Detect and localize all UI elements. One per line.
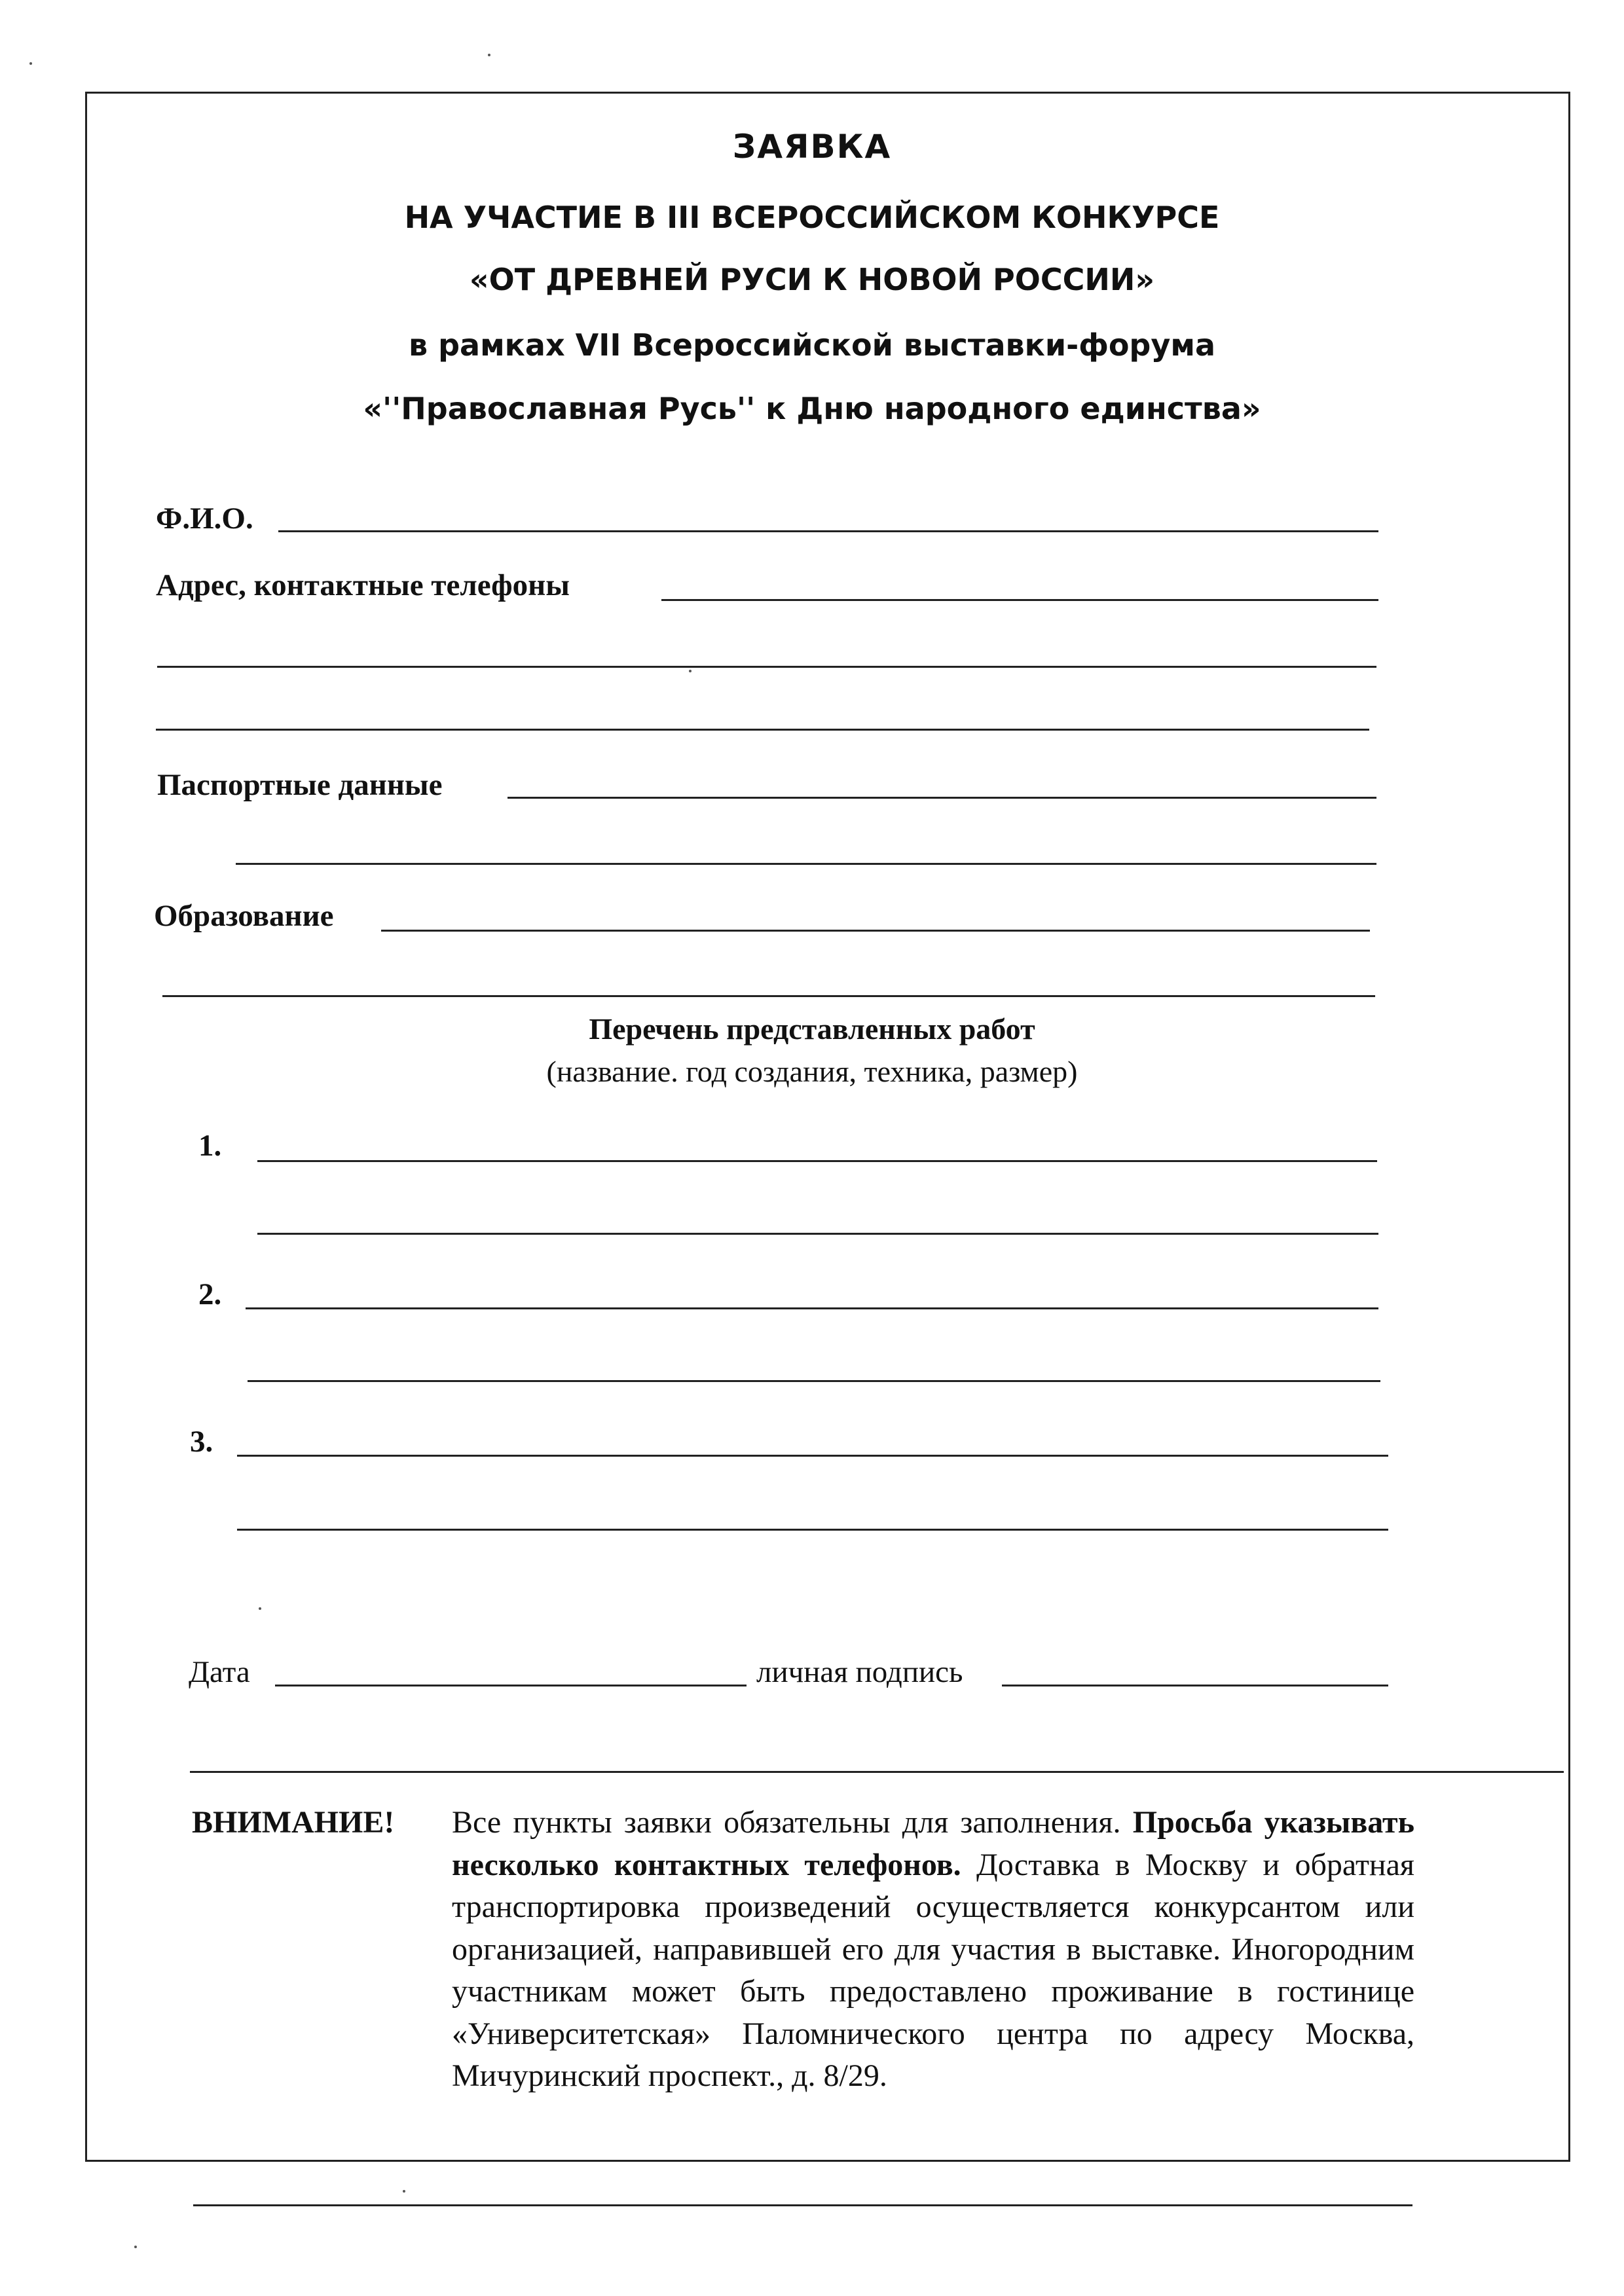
works-list-title: Перечень представленных работ (589, 1012, 1035, 1046)
scan-speck (259, 1607, 261, 1610)
notice-text-required: Все пункты заявки обязательны для заполнения. (452, 1805, 1121, 1840)
notice-separator (190, 1771, 1564, 1773)
signature-label: личная подпись (756, 1655, 963, 1689)
notice-heading: ВНИМАНИЕ! (192, 1805, 395, 1840)
fio-field[interactable] (278, 530, 1378, 532)
notice-text (452, 1802, 1414, 2098)
work-item-field-1[interactable] (257, 1160, 1377, 1162)
notice-text-phones: Просьба указывать несколько контактных телефонов. (452, 1805, 1415, 1882)
work-item-field-2-line-2[interactable] (248, 1380, 1380, 1382)
scan-speck (29, 62, 32, 65)
work-item-field-3[interactable] (237, 1455, 1388, 1457)
work-item-field-1-line-2[interactable] (257, 1233, 1378, 1235)
address-field[interactable] (661, 599, 1378, 601)
education-field[interactable] (381, 930, 1370, 932)
address-field-line-2[interactable] (157, 666, 1376, 668)
notice-text-delivery: Доставка в Москву и обратная транспортировка произведений осуществляется конкурсантом или организацией, направившей его для участия в выставке. Иногородним участникам может быть предоставлено проживание в гостинице «Университетская» Паломнического центра по адресу Москва, Мичуринский проспект., д. 8/29. (452, 1847, 1415, 2093)
fio-label: Ф.И.О. (156, 501, 253, 536)
passport-label: Паспортные данные (157, 768, 443, 802)
form-subtitle-exhibition-name: «''Православная Русь'' к Дню народного единства» (363, 391, 1261, 426)
work-item-field-3-line-2[interactable] (237, 1529, 1388, 1531)
scan-speck (488, 54, 490, 56)
work-item-number-2: 2. (198, 1277, 222, 1311)
address-label: Адрес, контактные телефоны (156, 568, 570, 602)
passport-field-line-2[interactable] (236, 863, 1376, 865)
form-title: ЗАЯВКА (732, 128, 892, 166)
notice-bottom-rule (193, 2204, 1412, 2206)
work-item-number-1: 1. (198, 1129, 222, 1163)
signature-field[interactable] (1002, 1685, 1388, 1686)
form-subtitle-contest-name: «ОТ ДРЕВНЕЙ РУСИ К НОВОЙ РОССИИ» (469, 262, 1155, 297)
work-item-field-2[interactable] (246, 1307, 1378, 1309)
education-label: Образование (154, 899, 334, 933)
date-label: Дата (189, 1655, 250, 1689)
address-field-line-3[interactable] (156, 729, 1369, 731)
scan-speck (134, 2246, 137, 2248)
work-item-number-3: 3. (190, 1425, 213, 1459)
scan-speck (403, 2190, 405, 2193)
form-subtitle-contest: НА УЧАСТИЕ В III ВСЕРОССИЙСКОМ КОНКУРСЕ (404, 200, 1220, 235)
date-field[interactable] (275, 1685, 747, 1686)
passport-field[interactable] (507, 797, 1376, 799)
form-subtitle-exhibition: в рамках VII Всероссийской выставки-форума (408, 327, 1215, 363)
works-list-subtitle: (название. год создания, техника, размер) (546, 1055, 1078, 1088)
education-field-line-2[interactable] (162, 995, 1375, 997)
scan-speck (689, 670, 692, 672)
